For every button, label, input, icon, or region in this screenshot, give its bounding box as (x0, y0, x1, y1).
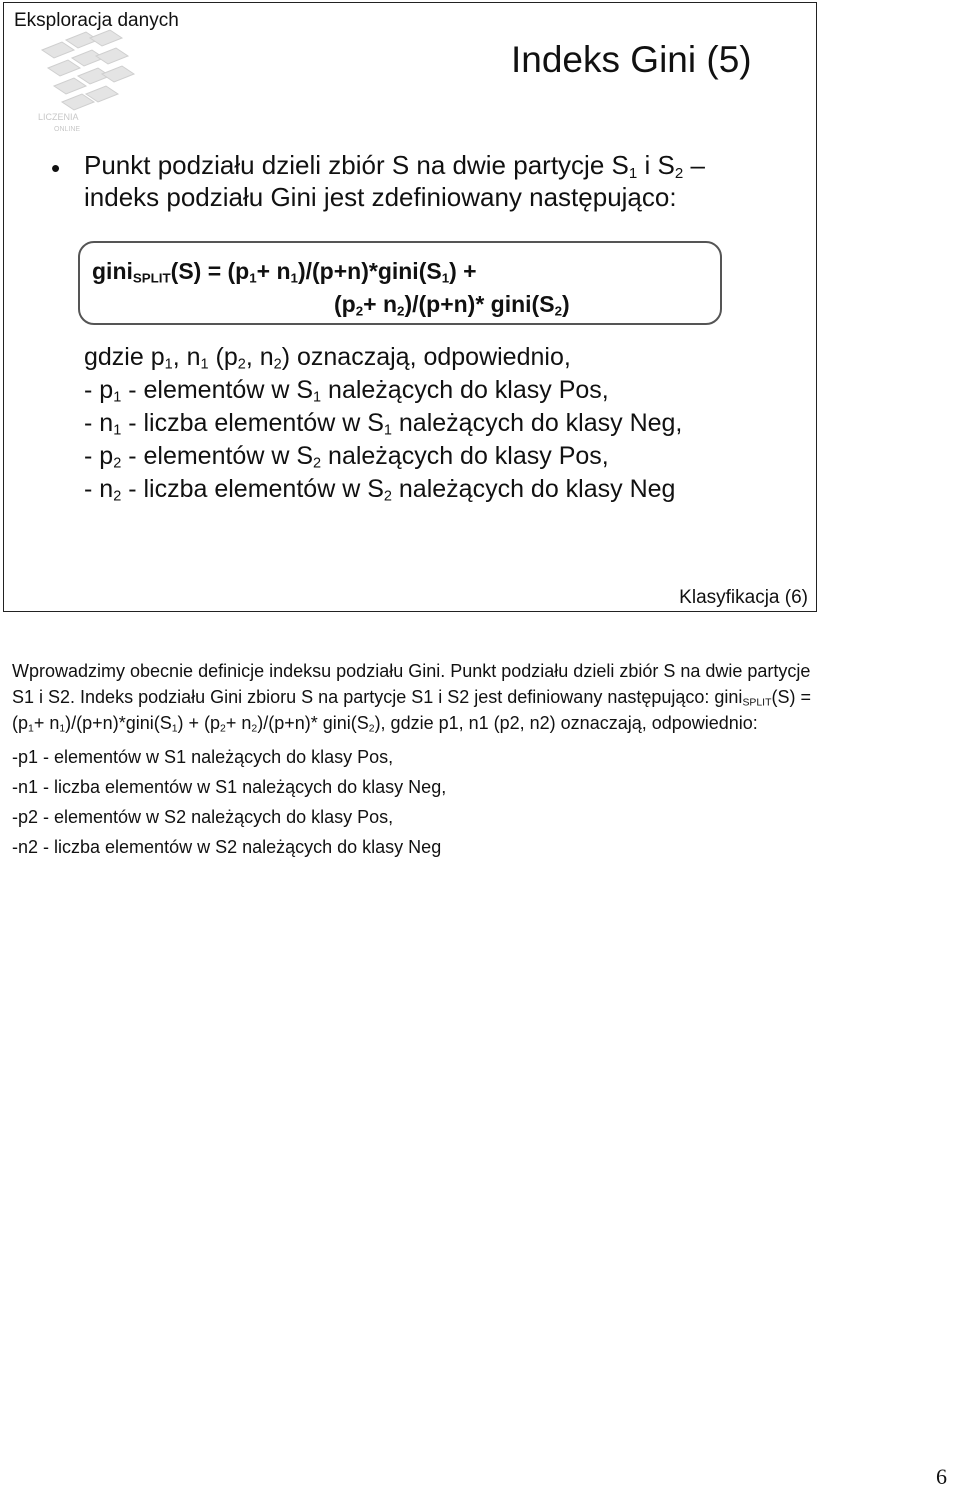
formula-line-2: $(p_2+ n_2)/(p+n)*$ $gini(S_2)$ (334, 291, 570, 319)
definitions-list (84, 341, 784, 506)
definition-item: - $n_1$ - liczba elementów w $S_1$ należących do klasy Neg, (84, 409, 683, 439)
formula-box (78, 241, 722, 325)
notes-list-item: -p2 - elementów w S2 należących do klasy Pos, (12, 807, 394, 827)
slide-footer-label: Klasyfikacja (6) (679, 587, 808, 608)
bullet-text (84, 149, 764, 213)
formula-line-1: gini$_{SPLIT}$(S) = ($p_1+$ $n_1)/(p+n)*gini(S_1)$ + (92, 258, 477, 286)
course-title: Eksploracja danych (14, 10, 179, 31)
notes-list-item: -p1 - elementów w S1 należących do klasy Pos, (12, 747, 394, 767)
slide-title: Indeks Gini (5) (511, 39, 752, 80)
slide-frame (3, 2, 817, 612)
definition-item: - $p_1$ - elementów w $S_1$ należących do klasy Pos, (84, 376, 609, 406)
definition-intro: gdzie $p_1$, $n_1$ ($p_2$, $n_2$) oznaczają, odpowiednio, (84, 343, 571, 373)
bullet-dot: • (51, 153, 61, 183)
notes-paragraph: Wprowadzimy obecnie definicje indeksu podziału Gini. Punkt podziału dzieli zbiór S na dwie partycje S1 i S2. Indeks podziału Gini zbioru S na partycje S1 i S2 jest definiowany następująco: gini$_{SPLIT}$(S) = ($p_1+$ $n_1)/(p+n)*gini(S_1) + (p_2+ n_2)/(p+n)*$ $gini(S_2)$, gdzie p1, n1 (p2, n2) oznaczają, odpowiednio: (12, 661, 811, 735)
definition-item: - $p_2$ - elementów w $S_2$ należących do klasy Pos, (84, 442, 609, 472)
speaker-notes (12, 658, 812, 864)
bullet-line-1: Punkt podziału dzieli zbiór S na dwie partycje $S_1$ i $S_2$ – (84, 150, 705, 182)
logo-caption-sub: ONLINE (54, 126, 81, 133)
notes-list-item: -n2 - liczba elementów w S2 należących do klasy Neg (12, 837, 442, 857)
bullet-line-2: indeks podziału Gini jest zdefiniowany następująco: (84, 182, 677, 212)
logo-caption: LICZENIA (38, 112, 79, 122)
notes-list-item: -n1 - liczba elementów w S1 należących do klasy Neg, (12, 777, 447, 797)
page-number: 6 (936, 1464, 947, 1489)
university-logo (32, 28, 136, 136)
definition-item: - $n_2$ - liczba elementów w $S_2$ należących do klasy Neg (84, 475, 676, 505)
